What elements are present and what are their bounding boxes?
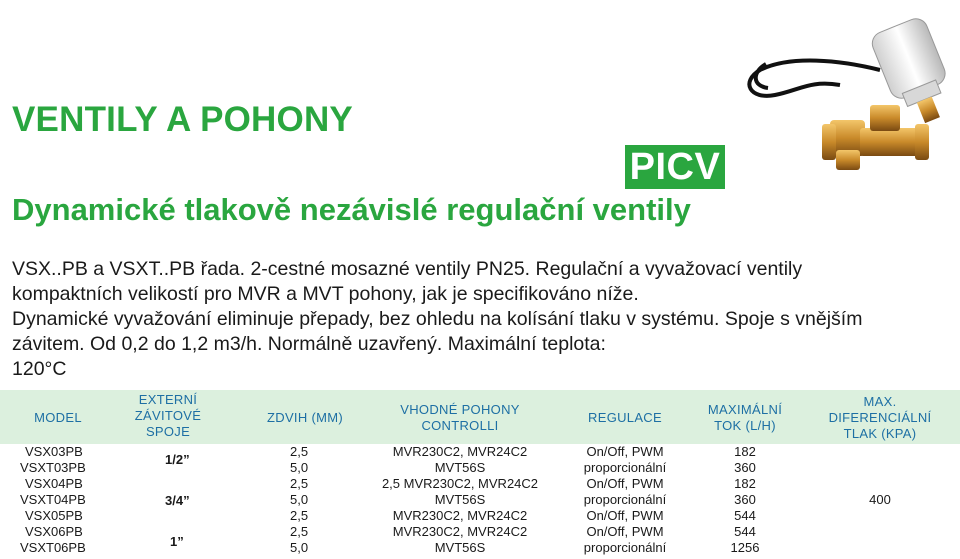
- regulation-cell: proporcionální: [583, 540, 667, 555]
- flow-cell: 544: [734, 524, 756, 539]
- description: [12, 257, 942, 382]
- header-thread-line: ZÁVITOVÉ: [134, 408, 202, 423]
- description-line: Dynamické vyvažování eliminuje přepady, bez ohledu na kolísání tlaku v systému. Spoje s vnějším: [12, 308, 863, 330]
- page-title: VENTILY A POHONY: [12, 100, 353, 139]
- actuator-cell: MVT56S: [434, 492, 486, 507]
- header-actuators-line: VHODNÉ POHONY: [400, 402, 520, 417]
- stroke-cell: 5,0: [290, 492, 309, 507]
- actuator-cell: MVR230C2, MVR24C2: [392, 508, 528, 523]
- regulation-cell: On/Off, PWM: [586, 508, 664, 523]
- stroke-cell: 5,0: [290, 540, 309, 555]
- flow-cell: 360: [734, 492, 756, 507]
- header-regulation: REGULACE: [588, 410, 662, 425]
- regulation-cell: On/Off, PWM: [586, 444, 664, 459]
- stroke-cell: 2,5: [290, 444, 309, 459]
- model-cell: VSX03PB: [25, 444, 83, 459]
- model-cell: VSX06PB: [25, 524, 83, 539]
- actuator-cell: 2,5 MVR230C2, MVR24C2: [381, 476, 539, 491]
- header-pressure: [815, 394, 945, 442]
- model-cell: VSX04PB: [25, 476, 83, 491]
- model-cell: VSX05PB: [25, 508, 83, 523]
- header-actuators-line: CONTROLLI: [421, 418, 499, 433]
- flow-cell: 360: [734, 460, 756, 475]
- header-flow: [695, 402, 795, 434]
- pressure-cell: 400: [869, 492, 891, 507]
- header-thread-line: SPOJE: [145, 424, 191, 439]
- description-line: VSX..PB a VSXT..PB řada. 2-cestné mosazné ventily PN25. Regulační a vyvažovací ventily: [12, 258, 803, 280]
- stroke-cell: 5,0: [290, 460, 309, 475]
- header-actuators: [380, 402, 540, 434]
- header-model: MODEL: [34, 410, 82, 425]
- header-pressure-line: DIFERENCIÁLNÍ: [828, 410, 932, 425]
- regulation-cell: proporcionální: [583, 460, 667, 475]
- regulation-cell: proporcionální: [583, 492, 667, 507]
- stroke-cell: 2,5: [290, 476, 309, 491]
- header-pressure-line: MAX.: [863, 394, 897, 409]
- model-cell: VSXT03PB: [20, 460, 86, 475]
- regulation-cell: On/Off, PWM: [586, 476, 664, 491]
- header-thread-line: EXTERNÍ: [138, 392, 198, 407]
- valve-product-image: [730, 0, 960, 200]
- thread-cell: 3/4”: [165, 493, 190, 508]
- description-line: závitem. Od 0,2 do 1,2 m3/h. Normálně uzavřený. Maximální teplota:: [12, 333, 606, 355]
- stroke-cell: 2,5: [290, 508, 309, 523]
- page-subtitle: Dynamické tlakově nezávislé regulační ventily: [12, 192, 691, 227]
- stroke-cell: 2,5: [290, 524, 309, 539]
- actuator-cell: MVR230C2, MVR24C2: [392, 524, 528, 539]
- flow-cell: 182: [734, 444, 756, 459]
- header-thread: [118, 392, 218, 440]
- flow-cell: 182: [734, 476, 756, 491]
- model-cell: VSXT06PB: [20, 540, 86, 555]
- header-flow-line: MAXIMÁLNÍ: [707, 402, 783, 417]
- flow-cell: 1256: [730, 540, 760, 555]
- regulation-cell: On/Off, PWM: [586, 524, 664, 539]
- actuator-cell: MVT56S: [434, 540, 486, 555]
- model-cell: VSXT04PB: [20, 492, 86, 507]
- thread-cell: 1”: [170, 534, 184, 549]
- header-pressure-line: TLAK (KPA): [843, 426, 917, 441]
- actuator-cell: MVR230C2, MVR24C2: [392, 444, 528, 459]
- actuator-cell: MVT56S: [434, 460, 486, 475]
- description-line: kompaktních velikostí pro MVR a MVT pohony, jak je specifikováno níže.: [12, 283, 639, 305]
- header-stroke: ZDVIH (MM): [267, 410, 343, 425]
- picv-badge: PICV: [625, 145, 725, 189]
- flow-cell: 544: [734, 508, 756, 523]
- header-flow-line: TOK (L/H): [714, 418, 776, 433]
- thread-cell: 1/2”: [165, 452, 190, 467]
- description-line: 120°C: [12, 358, 67, 380]
